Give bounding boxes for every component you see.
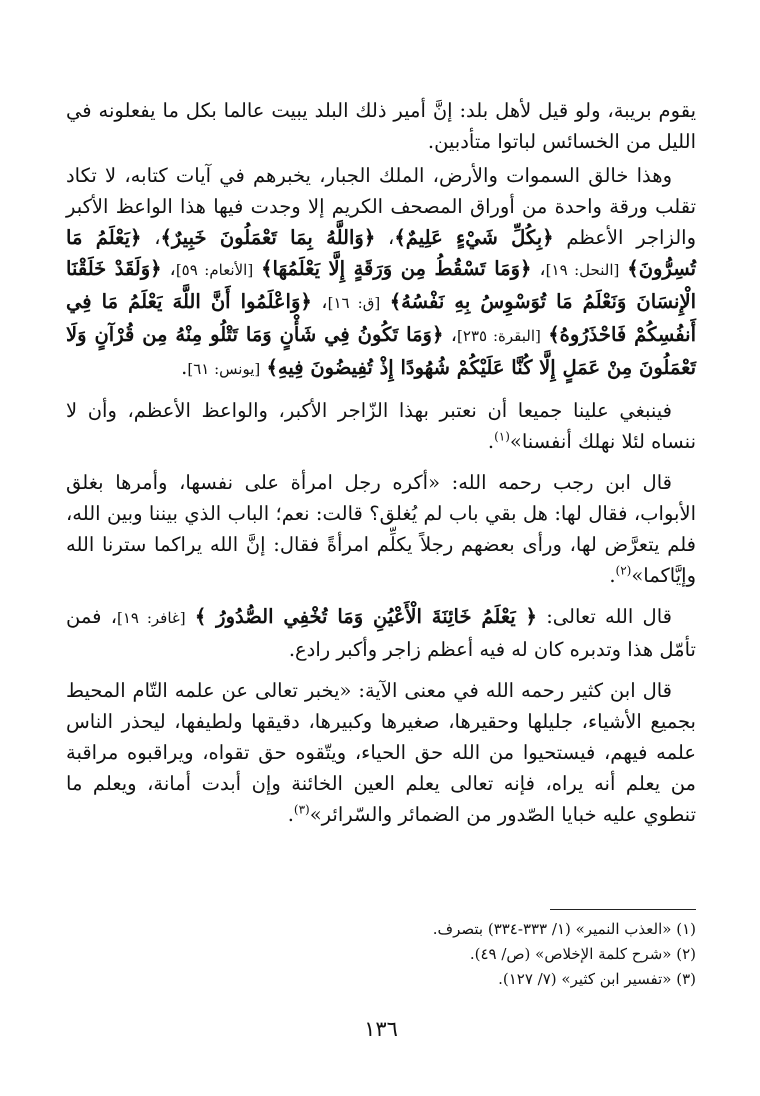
verse-reference: [غافر: ١٩] [117,609,186,627]
verse-reference: [يونس: ٦١] [187,360,261,378]
quran-verse: ﴿ يَعْلَمُ خَائِنَةَ الْأَعْيُنِ وَمَا تُخْفِي الصُّدُورُ ﴾ [194,605,537,628]
quran-verse: ﴿بِكُلِّ شَيْءٍ عَلِيمٌ﴾ [394,226,554,249]
separator: . [609,564,616,587]
quran-verse: ﴿وَلَقَدْ خَلَقْنَا الْإِنسَانَ وَنَعْلَمُ مَا تُوَسْوِسُ بِهِ نَفْسُهُ﴾ [66,257,697,313]
footnote-marker[interactable]: (٢) [615,563,632,578]
verse-reference: [ق: ١٦] [327,294,381,312]
quran-verse: ﴿وَاللَّهُ بِمَا تَعْمَلُونَ خَبِيرٌ﴾ [160,226,376,249]
paragraph-exhortation [66,395,696,457]
separator: . [487,430,495,453]
paragraph-text: قال الله تعالى: [536,605,672,628]
separator: ، [161,257,176,280]
footnote-divider [550,909,696,910]
paragraph-text: يقوم بريبة، ولو قيل لأهل بلد: إنَّ أمير ذلك البلد يبيت عالما بكل ما يفعلونه في الليل من الخسائس لباتوا متأدبين. [66,99,696,153]
quran-verse: ﴿وَمَا تَكُونُ فِي شَأْنٍ وَمَا تَتْلُو مِنْهُ مِن قُرْآنٍ وَلَا تَعْمَلُونَ مِنْ عَمَلٍ إِلَّا كُنَّا عَلَيْكُمْ شُهُودًا إِذْ تُفِيضُونَ فِيهِ﴾ [66,323,696,379]
paragraph-ibn-rajab [66,467,696,591]
footnote-1: (١) «العذب النمير» (١/ ٣٣٣-٣٣٤) بتصرف. [432,920,696,938]
verse-reference: [النحل: ١٩] [545,261,620,279]
verse-reference: [البقرة: ٢٣٥] [457,327,541,345]
footnote-marker[interactable]: (٣) [293,802,310,817]
footnote-marker[interactable]: (١) [494,429,510,444]
paragraph-text: ، فمن تأمّل هذا وتدبره كان له فيه أعظم زاجر وأكبر رادع. [66,605,696,661]
footnotes [66,917,696,992]
quran-verse: ﴿وَمَا تَسْقُطُ مِن وَرَقَةٍ إِلَّا يَعْلَمُهَا﴾ [261,257,532,280]
separator: ، [375,226,395,249]
separator: ، [311,290,328,313]
verse-reference: [الأنعام: ٥٩] [175,261,254,279]
quran-verse: ﴿وَاعْلَمُوا أَنَّ اللَّهَ يَعْلَمُ مَا فِي أَنفُسِكُمْ فَاحْذَرُوهُ﴾ [66,290,697,346]
paragraph-continuation [66,95,696,157]
quran-verse: ﴿يَعْلَمُ مَا تُسِرُّونَ﴾ [66,226,697,280]
book-page [66,95,696,1055]
separator: ، [141,226,161,249]
paragraph-text: قال ابن كثير رحمه الله في معنى الآية: «يخبر تعالى عن علمه التّام المحيط بجميع الأشياء، جليلها وحقيرها، صغيرها وكبيرها، دقيقها ولطيفها، ليحذر الناس علمه فيهم، فيستحيوا من الله حق الحياء، ويتّقوه حق تقواه، ويراقبوه مراقبة من يعلم أنه يراه، فإنه تعالى يعلم العين الخائنة وإن أبدت أمانة، ويعلم ما تنطوي عليه خبايا الصّدور من الضمائر والسّرائر» [66,679,696,826]
footnote-3: (٣) «تفسير ابن كثير» (٧/ ١٢٧). [498,970,696,988]
page-number: ١٣٦ [364,1017,398,1041]
paragraph-verses [66,160,696,385]
paragraph-ghafir-verse [66,601,696,665]
separator: ، [443,323,458,346]
paragraph-text: وهذا خالق السموات والأرض، الملك الجبار، يخبرهم في آيات كتابه، لا تكاد تقلب ورقة واحدة من أوراق المصحف الكريم إلا وجدت فيها هذا الواعظ الأكبر والزاجر الأعظم [66,164,697,249]
separator: . [287,803,294,826]
footnote-2: (٢) «شرح كلمة الإخلاص» (ص/ ٤٩). [469,945,696,963]
paragraph-ibn-kathir [66,675,696,830]
separator: . [181,356,188,379]
paragraph-text: قال ابن رجب رحمه الله: «أكره رجل امرأة على نفسها، وأمرها بغلق الأبواب، فقال لها: هل بقي باب لم يُغلق؟ قالت: نعم؛ الباب الذي بيننا وبين الله، فلم يتعرَّض لها، ورأى بعضهم رجلاً يكلِّم امرأةً فقال: إنَّ الله يراكما سترنا الله وإيَّاكما» [66,471,696,587]
paragraph-text: فينبغي علينا جميعا أن نعتبر بهذا الزّاجر الأكبر، والواعظ الأعظم، وأن لا ننساه لئلا نهلك أنفسنا» [66,399,696,453]
separator: ، [531,257,546,280]
